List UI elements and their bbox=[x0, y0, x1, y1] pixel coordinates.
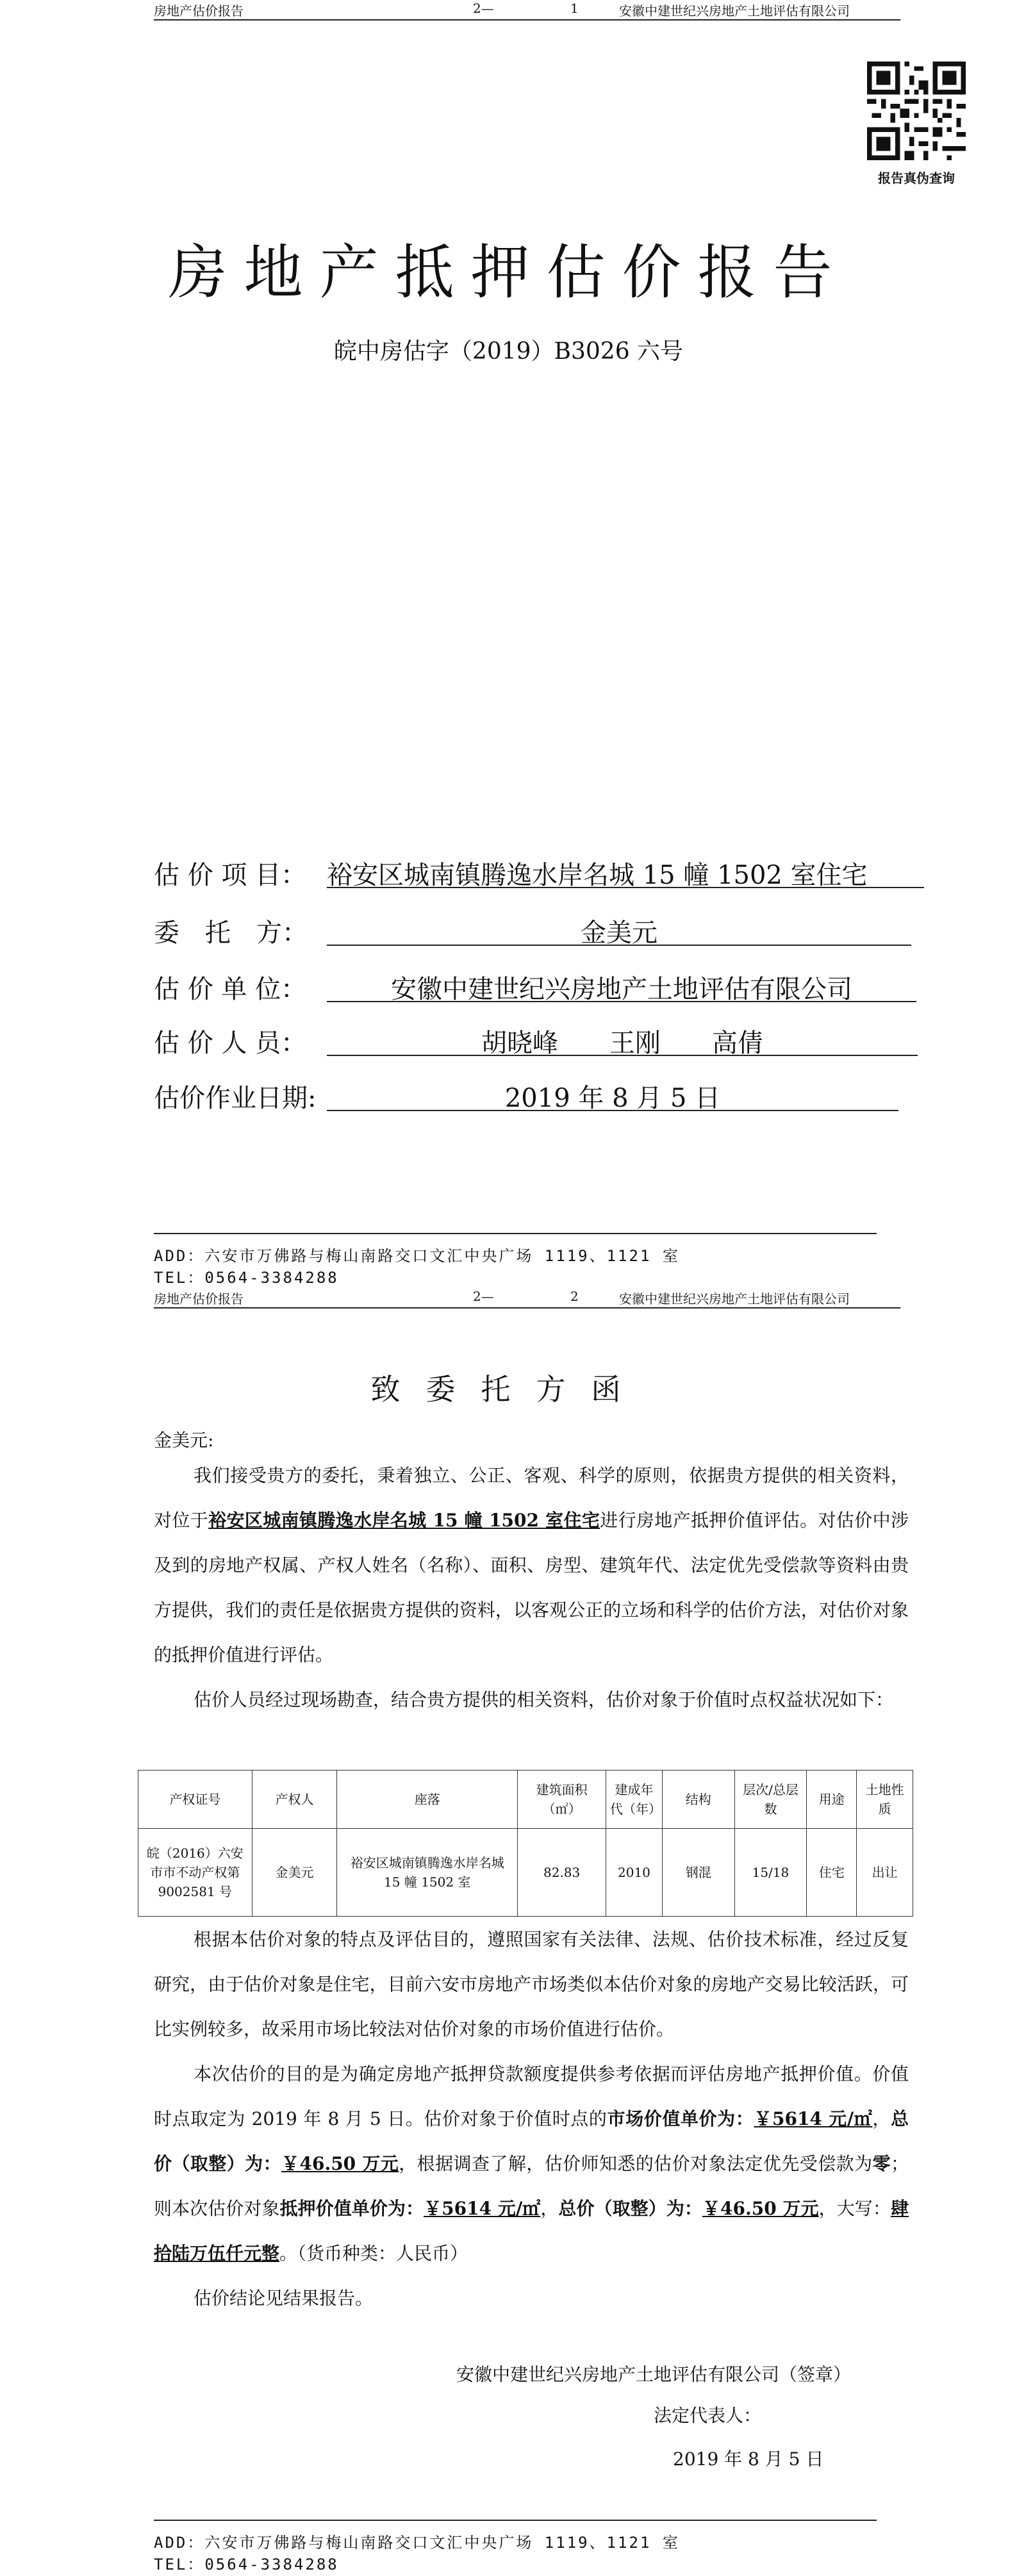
amount-in-words: 肆拾陆万伍仟元整 bbox=[154, 2198, 909, 2264]
page-header bbox=[154, 1288, 900, 1309]
report-number: 皖中房估字（2019）B3026 六号 bbox=[333, 338, 684, 365]
table-header-cell: 用途 bbox=[807, 1771, 857, 1829]
signature-company: 安徽中建世纪兴房地产土地评估有限公司（签章） bbox=[456, 2364, 852, 2385]
table-header-cell: 建成年代（年） bbox=[606, 1771, 663, 1829]
text: ， bbox=[872, 2108, 891, 2129]
info-row-date bbox=[154, 1078, 923, 1114]
text: ，根据调查了解，估价师知悉的估价对象法定优先受偿款为 bbox=[399, 2153, 873, 2174]
footer-telephone: TEL：0564-3384288 bbox=[154, 1269, 339, 1287]
paragraph-4 bbox=[154, 2052, 909, 2276]
market-unit-price: ￥5614 元/㎡ bbox=[754, 2108, 873, 2129]
footer-telephone: TEL：0564-3384288 bbox=[154, 2555, 339, 2573]
info-label: 估 价 人 员： bbox=[154, 1028, 307, 1058]
table-header-cell: 土地性质 bbox=[857, 1771, 913, 1829]
table-cell: 裕安区城南镇腾逸水岸名城 15 幢 1502 室 bbox=[337, 1829, 518, 1917]
info-label: 估 价 项 目： bbox=[154, 861, 307, 890]
info-label: 估价作业日期: bbox=[154, 1084, 317, 1113]
letter-title: 致委托方函 bbox=[370, 1372, 647, 1407]
table-cell: 15/18 bbox=[734, 1829, 807, 1917]
mortgage-total-price: ￥46.50 万元 bbox=[702, 2198, 819, 2219]
report-title: 房地产抵押估价报告 bbox=[168, 238, 849, 307]
info-row-project bbox=[154, 855, 923, 891]
qr-code-icon[interactable] bbox=[867, 62, 966, 160]
table-cell: 皖（2016）六安市市不动产权第 9002581 号 bbox=[138, 1829, 252, 1917]
salutation: 金美元: bbox=[154, 1430, 214, 1451]
table-header-cell: 产权人 bbox=[252, 1771, 337, 1829]
text: ；则本次估价对象 bbox=[154, 2153, 909, 2219]
table-cell: 2010 bbox=[606, 1829, 663, 1917]
header-left: 房地产估价报告 bbox=[154, 3, 244, 19]
footer-divider bbox=[154, 2520, 877, 2521]
footer-divider bbox=[154, 1233, 877, 1234]
mortgage-unit-price: ￥5614 元/㎡ bbox=[424, 2198, 541, 2219]
info-value-date: 2019 年 8 月 5 日 bbox=[327, 1078, 898, 1111]
info-label: 委 托 方： bbox=[154, 918, 308, 948]
table-header-row bbox=[138, 1771, 913, 1829]
info-row-appraisers bbox=[154, 1023, 923, 1059]
info-value-appraisers: 胡晓峰 王刚 高倩 bbox=[327, 1023, 918, 1056]
header-page-total: 2— bbox=[473, 1, 494, 16]
header-page-total: 2— bbox=[473, 1289, 494, 1304]
qr-caption: 报告真伪查询 bbox=[878, 170, 955, 186]
table-header-cell: 结构 bbox=[662, 1771, 734, 1829]
table-header-cell: 建筑面积（㎡） bbox=[518, 1771, 606, 1829]
footer-address: ADD：六安市万佛路与梅山南路交口文汇中央广场 1119、1121 室 bbox=[154, 2534, 680, 2552]
signature-representative: 法定代表人： bbox=[654, 2405, 762, 2426]
table-cell: 出让 bbox=[857, 1829, 913, 1917]
text: 。（货币种类：人民币） bbox=[279, 2243, 468, 2264]
table-cell: 金美元 bbox=[252, 1829, 337, 1917]
table-cell: 钢混 bbox=[662, 1829, 734, 1917]
paragraph-2: 估价人员经过现场勘查，结合贵方提供的相关资料，估价对象于价值时点权益状况如下： bbox=[194, 1689, 894, 1710]
table-row bbox=[138, 1829, 913, 1917]
paragraph-1 bbox=[154, 1453, 909, 1678]
page-header bbox=[154, 0, 900, 21]
text: 市场价值单价为： bbox=[607, 2108, 754, 2129]
text: 本次估价的目的是为确定房地产抵押贷款额度提供参考依据而评估房地产抵押价值。价值时点取定为 2019 年 8 月 5 日。估价对象于价值时点的 bbox=[154, 2063, 909, 2129]
text: 总价（取整）为： bbox=[558, 2198, 702, 2219]
header-company: 安徽中建世纪兴房地产土地评估有限公司 bbox=[619, 1291, 850, 1307]
text: 抵押价值单价为： bbox=[279, 2198, 424, 2219]
table-cell: 82.83 bbox=[518, 1829, 606, 1917]
info-row-client bbox=[154, 912, 923, 948]
info-row-appraiser-company bbox=[154, 969, 923, 1005]
property-table bbox=[138, 1770, 913, 1917]
info-value-project: 裕安区城南镇腾逸水岸名城 15 幢 1502 室住宅 bbox=[327, 855, 924, 888]
property-address: 裕安区城南镇腾逸水岸名城 15 幢 1502 室住宅 bbox=[208, 1510, 600, 1531]
header-left: 房地产估价报告 bbox=[154, 1291, 244, 1307]
table-header-cell: 座落 bbox=[337, 1771, 518, 1829]
text: ， bbox=[540, 2198, 559, 2219]
paragraph-5: 估价结论见结果报告。 bbox=[194, 2288, 374, 2309]
table-header-cell: 产权证号 bbox=[138, 1771, 252, 1829]
text: 零 bbox=[872, 2153, 891, 2174]
table-cell: 住宅 bbox=[807, 1829, 857, 1917]
market-total-price: ￥46.50 万元 bbox=[281, 2153, 399, 2174]
info-label: 估 价 单 位： bbox=[154, 975, 307, 1004]
header-company: 安徽中建世纪兴房地产土地评估有限公司 bbox=[619, 3, 850, 19]
footer-address: ADD：六安市万佛路与梅山南路交口文汇中央广场 1119、1121 室 bbox=[154, 1247, 680, 1265]
signature-date: 2019 年 8 月 5 日 bbox=[673, 2448, 824, 2470]
text: 总价（取整）为： bbox=[154, 2108, 909, 2174]
info-value-appraiser-company: 安徽中建世纪兴房地产土地评估有限公司 bbox=[327, 969, 916, 1002]
header-page-number: 2 bbox=[570, 1289, 579, 1304]
text: 我们接受贵方的委托，秉着独立、公正、客观、科学的原则，依据贵方提供的相关资料，对位于 bbox=[154, 1465, 909, 1531]
paragraph-3: 根据本估价对象的特点及评估目的，遵照国家有关法律、法规、估价技术标准，经过反复研究，由于估价对象是住宅，目前六安市房地产市场类似本估价对象的房地产交易比较活跃，可比实例较多，故采用市场比较法对估价对象的市场价值进行估价。 bbox=[154, 1929, 909, 2040]
text: ，大写： bbox=[818, 2198, 891, 2219]
text: 进行房地产抵押价值评估。对估价中涉及到的房地产权属、产权人姓名（名称）、面积、房型、建筑年代、法定优先受偿款等资料由贵方提供，我们的责任是依据贵方提供的资料，以客观公正的立场和科学的估价方法，对估价对象的抵押价值进行评估。 bbox=[154, 1510, 909, 1665]
info-value-client: 金美元 bbox=[327, 912, 911, 946]
header-page-number: 1 bbox=[570, 1, 579, 16]
letter-page bbox=[0, 1288, 1017, 2576]
table-header-cell: 层次/总层数 bbox=[734, 1771, 807, 1829]
